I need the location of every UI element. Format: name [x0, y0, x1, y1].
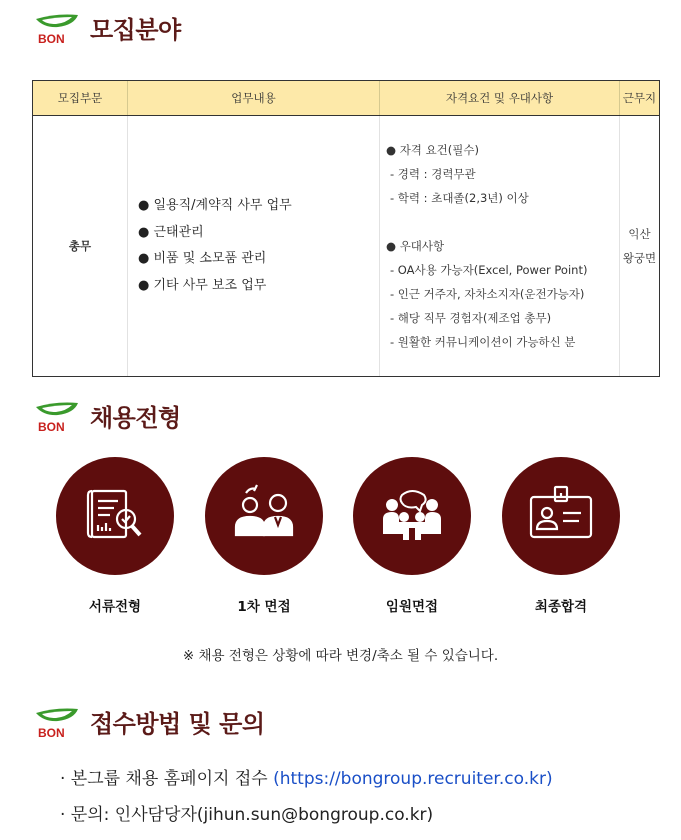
- process-steps: [0, 457, 681, 617]
- apply-line: [60, 764, 553, 789]
- duties-cell: [128, 116, 380, 377]
- preference-item: - 인근 거주자, 자차소지자(운전가능자): [390, 287, 585, 301]
- section-title-process: 채용전형: [90, 404, 181, 432]
- header-category: 모집부문: [33, 81, 128, 116]
- duty-item: ● 비품 및 소모품 관리: [138, 251, 267, 266]
- step-final: [501, 457, 621, 615]
- step-label: 최종합격: [534, 599, 588, 615]
- duty-item: ● 근태관리: [138, 224, 204, 240]
- svg-text:BON: BON: [38, 725, 65, 739]
- inquiry-line: · 문의: 인사담당자(jihun.sun@bongroup.co.kr): [60, 805, 434, 825]
- location-line: 왕궁면: [622, 251, 657, 265]
- preference-item: - OA사용 가능자(Excel, Power Point): [390, 263, 588, 277]
- svg-text:BON: BON: [38, 31, 65, 45]
- interview-people-icon: [205, 457, 323, 575]
- duty-item: ● 일용직/계약직 사무 업무: [138, 198, 292, 213]
- section-header-process: [34, 398, 181, 433]
- step-executive: [352, 457, 472, 615]
- section-title-apply: 접수방법 및 문의: [90, 710, 265, 738]
- preference-item: - 원활한 커뮤니케이션이 가능하신 분: [390, 335, 576, 349]
- id-badge-icon: [502, 457, 620, 575]
- step-label: 1차 면접: [237, 599, 291, 615]
- preferences-title: ● 우대사항: [386, 239, 445, 253]
- step-label: 서류전형: [88, 599, 142, 615]
- requirement-item: - 경력 : 경력무관: [390, 167, 476, 181]
- section-title-recruit: 모집분야: [90, 16, 181, 44]
- bon-logo: [34, 399, 80, 433]
- location-line: 익산: [628, 227, 651, 241]
- header-location: 근무지: [620, 81, 660, 116]
- section-header-apply: [34, 704, 265, 739]
- recruit-table: [32, 80, 660, 377]
- apply-text: · 본그룹 채용 홈페이지 접수: [60, 769, 274, 789]
- document-review-icon: [56, 457, 174, 575]
- table-row: [33, 116, 660, 377]
- section-header-recruit: [34, 10, 181, 45]
- preference-item: - 해당 직무 경험자(제조업 총무): [390, 311, 552, 325]
- bon-logo: [34, 705, 80, 739]
- requirements-cell: [380, 116, 620, 377]
- requirements-title: ● 자격 요건(필수): [386, 143, 479, 157]
- location-cell: [620, 116, 660, 377]
- svg-text:BON: BON: [38, 419, 65, 433]
- requirement-item: - 학력 : 초대졸(2,3년) 이상: [390, 191, 529, 205]
- recruit-site-link[interactable]: (https://bongroup.recruiter.co.kr): [273, 769, 553, 789]
- duty-item: ● 기타 사무 보조 업무: [138, 277, 267, 293]
- step-interview: [204, 457, 324, 615]
- meeting-table-icon: [353, 457, 471, 575]
- header-duties: 업무내용: [128, 81, 380, 116]
- bon-logo: [34, 11, 80, 45]
- process-note: ※ 채용 전형은 상황에 따라 변경/축소 될 수 있습니다.: [182, 648, 499, 664]
- category-cell: 총무: [33, 116, 128, 377]
- step-document: [55, 457, 175, 615]
- step-label: 임원면접: [385, 599, 439, 615]
- header-requirements: 자격요건 및 우대사항: [380, 81, 620, 116]
- table-header-row: [33, 81, 660, 116]
